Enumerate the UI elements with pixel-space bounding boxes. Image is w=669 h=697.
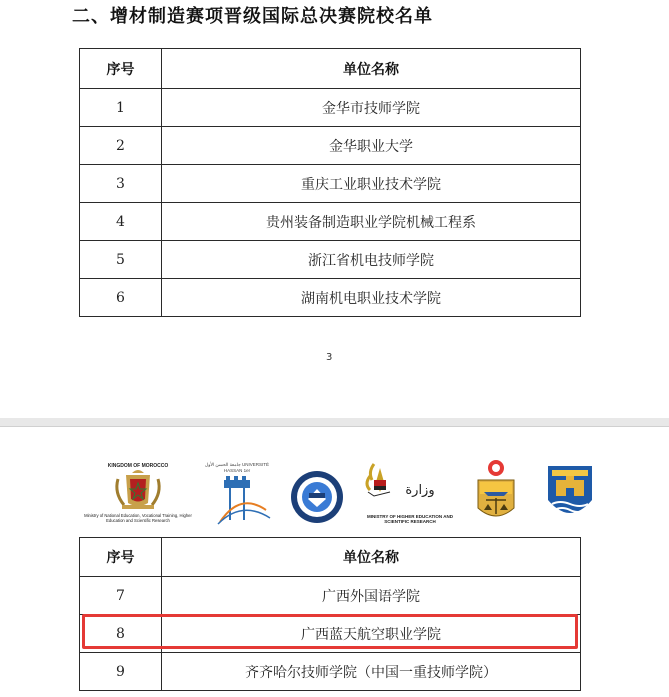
north-africa-seal-logo xyxy=(290,469,344,525)
svg-text:وزارة: وزارة xyxy=(405,483,435,498)
row-name: 重庆工业职业技术学院 xyxy=(162,165,581,203)
tunisia-emblem-logo xyxy=(470,458,522,530)
fortress-shield-icon xyxy=(542,462,598,528)
header-name: 单位名称 xyxy=(162,538,581,577)
morocco-ministry-logo: KINGDOM OF MOROCCO Ministry of National Education, Vocational Training, Higher Education and Scientific Research xyxy=(84,463,192,523)
section-title: 二、增材制造赛项晋级国际总决赛院校名单 xyxy=(72,6,433,27)
table-row xyxy=(80,127,581,165)
header-no: 序号 xyxy=(80,49,162,89)
row-no: 8 xyxy=(80,615,162,653)
table-row xyxy=(80,577,581,615)
row-name: 浙江省机电技师学院 xyxy=(162,241,581,279)
row-name: 齐齐哈尔技师学院（中国一重技师学院） xyxy=(162,653,581,691)
seal-icon xyxy=(290,469,344,525)
row-no: 6 xyxy=(80,279,162,317)
results-table-page-2 xyxy=(79,537,581,691)
city-shield-logo xyxy=(542,462,598,528)
row-no: 5 xyxy=(80,241,162,279)
header-no: 序号 xyxy=(80,538,162,577)
header-name: 单位名称 xyxy=(162,49,581,89)
row-name: 贵州装备制造职业学院机械工程系 xyxy=(162,203,581,241)
ministry-higher-education-logo: وزارة MINISTRY OF HIGHER EDUCATION AND SCIENTIFIC RESEARCH xyxy=(360,458,460,530)
table-row-highlighted xyxy=(80,615,581,653)
row-no: 2 xyxy=(80,127,162,165)
table-row xyxy=(80,203,581,241)
page-gap xyxy=(0,418,669,426)
table-row xyxy=(80,279,581,317)
row-no: 1 xyxy=(80,89,162,127)
row-name: 金华市技师学院 xyxy=(162,89,581,127)
row-no: 9 xyxy=(80,653,162,691)
row-name: 金华职业大学 xyxy=(162,127,581,165)
hassan-university-logo: جامعة الحسن الأول UNIVERSITÉ HASSAN 1er xyxy=(200,462,274,530)
table-row xyxy=(80,241,581,279)
row-name: 湖南机电职业技术学院 xyxy=(162,279,581,317)
row-no: 4 xyxy=(80,203,162,241)
row-no: 3 xyxy=(80,165,162,203)
tunisia-coat-of-arms-icon xyxy=(470,458,522,530)
morocco-crest-icon xyxy=(88,463,188,513)
egypt-eagle-icon xyxy=(360,458,460,514)
table-header-row xyxy=(80,538,581,577)
row-name: 广西蓝天航空职业学院 xyxy=(162,615,581,653)
row-name: 广西外国语学院 xyxy=(162,577,581,615)
table-row xyxy=(80,165,581,203)
table-row xyxy=(80,89,581,127)
table-row xyxy=(80,653,581,691)
page-number: 3 xyxy=(326,352,333,363)
results-table-page-1 xyxy=(79,48,581,317)
row-no: 7 xyxy=(80,577,162,615)
table-header-row xyxy=(80,49,581,89)
